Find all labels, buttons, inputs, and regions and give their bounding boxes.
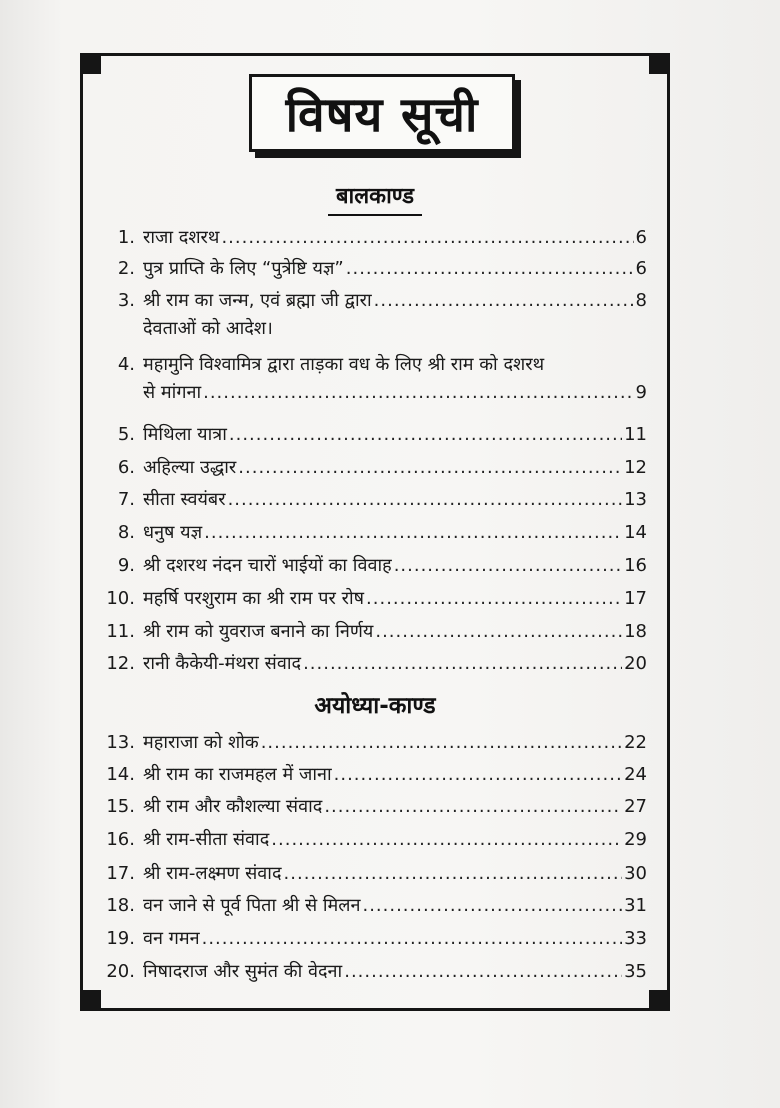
entry-number: 18.: [106, 895, 135, 916]
entry-page: 35: [624, 961, 647, 982]
entry-title: वन गमन: [143, 928, 200, 949]
entry-title: धनुष यज्ञ: [143, 522, 203, 543]
entry-number: 3.: [117, 290, 135, 311]
entry-title: महर्षि परशुराम का श्री राम पर रोष: [143, 588, 365, 609]
entry-title: महामुनि विश्वामित्र द्वारा ताड़का वध के लिए श्री राम को दशरथ: [143, 354, 545, 375]
section-heading-ayodhyakand: अयोध्या-काण्ड: [314, 693, 436, 719]
page-title-box: [249, 74, 515, 152]
entry-title: मिथिला यात्रा: [143, 424, 227, 445]
entry-number: 13.: [106, 732, 135, 753]
entry-page: 30: [624, 863, 647, 884]
entry-title: श्री राम का राजमहल में जाना: [143, 764, 332, 785]
leader-dots: [346, 255, 634, 283]
entry-number: 9.: [117, 555, 135, 576]
leader-dots: [202, 925, 622, 953]
leader-dots: [271, 826, 622, 854]
entry-page: 6: [635, 227, 647, 248]
leader-dots: [324, 793, 622, 821]
entry-page: 20: [624, 653, 647, 674]
entry-page: 8: [635, 290, 647, 311]
entry-page: 14: [624, 522, 647, 543]
entry-title: अहिल्या उद्धार: [143, 457, 237, 478]
section-heading-balkand: बालकाण्ड: [83, 180, 667, 216]
entry-title: निषादराज और सुमंत की वेदना: [143, 961, 343, 982]
entry-title: श्री राम-सीता संवाद: [143, 829, 270, 850]
leader-dots: [303, 650, 622, 678]
entry-title: रानी कैकेयी-मंथरा संवाद: [143, 653, 302, 674]
leader-dots: [366, 585, 622, 613]
leader-dots: [221, 224, 633, 252]
entry-page: 6: [635, 258, 647, 279]
entry-title: श्री राम का जन्म, एवं ब्रह्मा जी द्वारा: [143, 290, 372, 311]
entry-number: 17.: [106, 863, 135, 884]
entry-number: 14.: [106, 764, 135, 785]
entry-page: 33: [624, 928, 647, 949]
leader-dots: [284, 860, 623, 888]
entry-number: 19.: [106, 928, 135, 949]
entry-number: 4.: [117, 354, 135, 375]
leader-dots: [238, 454, 622, 482]
border-frame: [80, 53, 670, 1011]
entry-page: 22: [624, 732, 647, 753]
entry-title: सीता स्वयंबर: [143, 489, 226, 510]
entry-number: 16.: [106, 829, 135, 850]
entry-title: श्री दशरथ नंदन चारों भाईयों का विवाह: [143, 555, 392, 576]
entry-number: 2.: [117, 258, 135, 279]
leader-dots: [374, 287, 634, 315]
entry-title-continued: से मांगना: [143, 382, 202, 403]
entry-number: 20.: [106, 961, 135, 982]
corner-ornament: [81, 990, 101, 1010]
entry-page: 27: [624, 796, 647, 817]
corner-ornament: [649, 990, 669, 1010]
entry-title: श्री राम को युवराज बनाने का निर्णय: [143, 621, 374, 642]
leader-dots: [362, 892, 622, 920]
leader-dots: [344, 958, 622, 986]
entry-title: महाराजा को शोक: [143, 732, 259, 753]
leader-dots: [334, 761, 622, 789]
entry-number: 10.: [106, 588, 135, 609]
entry-number: 6.: [117, 457, 135, 478]
entry-page: 17: [624, 588, 647, 609]
entry-page: 12: [624, 457, 647, 478]
leader-dots: [203, 379, 633, 407]
entry-number: 11.: [106, 621, 135, 642]
entry-number: 15.: [106, 796, 135, 817]
entry-page: 11: [624, 424, 647, 445]
entry-number: 7.: [117, 489, 135, 510]
entry-title-continued: देवताओं को आदेश।: [143, 318, 273, 339]
leader-dots: [375, 618, 622, 646]
entry-page: 18: [624, 621, 647, 642]
entry-page: 9: [635, 382, 647, 403]
page-title: विषय सूची: [285, 86, 479, 143]
corner-ornament: [649, 54, 669, 74]
leader-dots: [229, 421, 622, 449]
entry-number: 1.: [117, 227, 135, 248]
entry-page: 13: [624, 489, 647, 510]
entry-title: श्री राम-लक्ष्मण संवाद: [143, 863, 282, 884]
entry-page: 29: [624, 829, 647, 850]
entry-title: वन जाने से पूर्व पिता श्री से मिलन: [143, 895, 361, 916]
leader-dots: [261, 729, 622, 757]
entry-number: 5.: [117, 424, 135, 445]
entry-page: 31: [624, 895, 647, 916]
leader-dots: [228, 486, 623, 514]
entry-number: 12.: [106, 653, 135, 674]
leader-dots: [394, 552, 622, 580]
entry-title: राजा दशरथ: [143, 227, 220, 248]
entry-page: 16: [624, 555, 647, 576]
leader-dots: [204, 519, 622, 547]
corner-ornament: [81, 54, 101, 74]
entry-title: श्री राम और कौशल्या संवाद: [143, 796, 323, 817]
entry-title: पुत्र प्राप्ति के लिए “पुत्रेष्टि यज्ञ”: [143, 258, 344, 279]
entry-page: 24: [624, 764, 647, 785]
entry-number: 8.: [117, 522, 135, 543]
